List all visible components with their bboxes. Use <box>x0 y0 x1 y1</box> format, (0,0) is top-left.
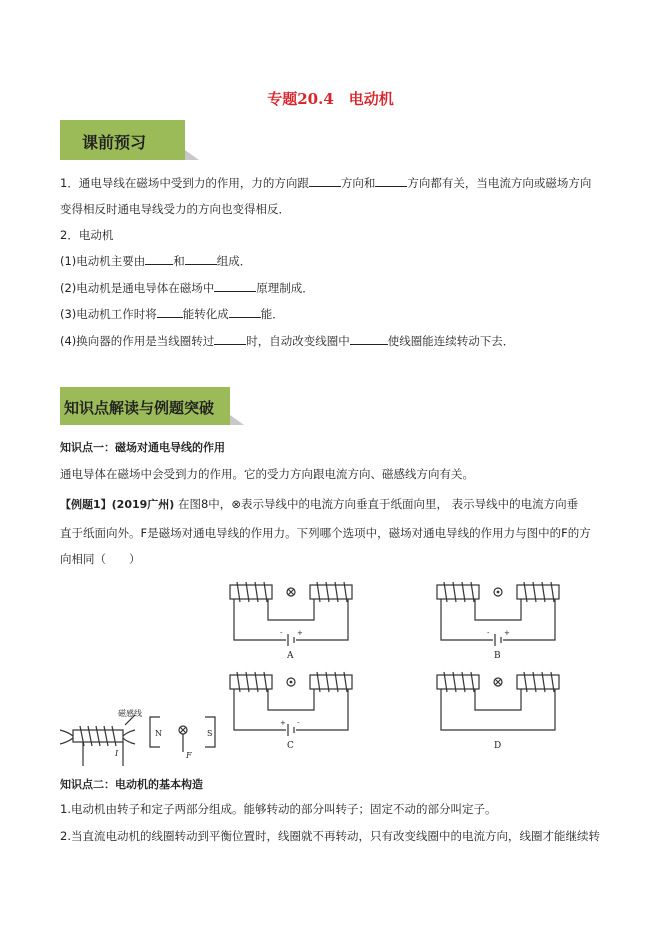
text: (4)换向器的作用是当线圈转过 <box>60 334 215 348</box>
kp2-line2: 2.当直流电动机的线圈转动到平衡位置时，线圈就不再转动，只有改变线圈中的电流方向，线圈才能继续转 <box>60 829 600 843</box>
q2-2 <box>60 280 314 296</box>
banner-shadow <box>185 150 199 160</box>
option-label: C <box>287 741 294 751</box>
q2-heading: 2．电动机 <box>60 228 114 242</box>
option-label: B <box>494 651 501 661</box>
current-label: I <box>115 749 119 758</box>
figure-8 <box>55 580 595 770</box>
text: 表示导线中的电流方向垂直于纸面向里， 表示导线中的电流方向垂 <box>240 497 579 511</box>
example-line2: 直于纸面向外。F是磁场对通电导线的作用力。下列哪个选项中，磁场对通电导线的作用力与图中的F的方 <box>60 526 591 540</box>
text: 能转化成 <box>182 307 229 321</box>
circuit-wires <box>234 599 348 640</box>
circuit-wires <box>234 689 348 730</box>
section-banner-knowledge <box>60 387 230 425</box>
kp2-line1: 1.电动机由转子和定子两部分组成。能够转动的部分叫转子；固定不动的部分叫定子。 <box>60 802 497 816</box>
current-in-icon: ⊗ <box>231 497 241 511</box>
blank <box>375 175 407 187</box>
dot-mark <box>497 591 499 593</box>
banner-shadow <box>230 415 244 425</box>
pole-s: S <box>207 729 213 738</box>
text: 使线圈能连续转动下去． <box>387 334 515 348</box>
field-label: 磁感线 <box>118 709 142 718</box>
reference-figure <box>60 715 215 766</box>
battery-terminal: - <box>487 629 490 637</box>
battery-terminal: + <box>297 629 303 637</box>
circuit-wires <box>441 599 555 640</box>
knowledge-point-2: 知识点二：电动机的基本构造 <box>60 778 203 791</box>
dot-mark <box>290 681 292 683</box>
circuit-option-A <box>230 582 352 661</box>
text: (2)电动机是通电导体在磁场中 <box>60 281 215 295</box>
example-line3: 向相同（ ） <box>60 552 141 566</box>
circuit-option-D <box>437 672 559 751</box>
section-banner-preview <box>60 120 185 160</box>
circuit-option-C <box>230 672 352 751</box>
blank <box>145 253 173 265</box>
text: 原理制成． <box>256 281 314 295</box>
blank <box>157 306 183 318</box>
text: 和 <box>173 254 185 268</box>
blank <box>214 280 256 292</box>
option-label: D <box>494 741 502 751</box>
banner-label: 知识点解读与例题突破 <box>64 399 215 417</box>
q2-4 <box>60 333 514 349</box>
circuit-option-B <box>437 582 559 661</box>
battery-terminal: - <box>297 719 300 727</box>
option-label: A <box>287 651 294 661</box>
text: 能． <box>260 307 284 321</box>
text: 1．通电导线在磁场中受到力的作用，力的方向跟 <box>60 176 309 190</box>
text: 方向和 <box>340 176 376 190</box>
text: 时，自动改变线圈中 <box>246 334 350 348</box>
text: (3)电动机工作时将 <box>60 307 157 321</box>
q2-3 <box>60 306 284 322</box>
blank <box>185 253 217 265</box>
q1-line2: 变得相反时通电导线受力的方向也变得相反． <box>60 202 290 216</box>
battery-terminal: - <box>280 629 283 637</box>
banner-label: 课前预习 <box>82 133 147 152</box>
kp1-text: 通电导体在磁场中会受到力的作用。它的受力方向跟电流方向、磁感线方向有关。 <box>60 467 474 481</box>
pole-n: N <box>155 729 162 738</box>
cross-mark <box>288 589 294 595</box>
blank <box>309 175 341 187</box>
blank <box>214 333 246 345</box>
blank <box>350 333 388 345</box>
text: 组成． <box>216 254 252 268</box>
page-title: 专题20.4 电动机 <box>267 90 394 108</box>
cross-mark <box>495 679 501 685</box>
battery-terminal: + <box>280 719 286 727</box>
text: 在图8中， <box>177 497 232 511</box>
coil-turns <box>80 726 116 746</box>
text: 方向都有关，当电流方向或磁场方向 <box>407 176 592 190</box>
knowledge-point-1: 知识点一：磁场对通电导线的作用 <box>60 441 225 454</box>
q1-line1 <box>60 175 591 191</box>
force-arrow <box>180 727 186 752</box>
example-label: 【例题1】(2019广州) <box>60 498 175 511</box>
example-line1 <box>60 496 578 512</box>
blank <box>229 306 261 318</box>
force-label: F <box>186 751 192 760</box>
circuit-wires <box>441 689 555 730</box>
text: (1)电动机主要由 <box>60 254 146 268</box>
battery-terminal: + <box>504 629 510 637</box>
q2-1 <box>60 253 251 269</box>
